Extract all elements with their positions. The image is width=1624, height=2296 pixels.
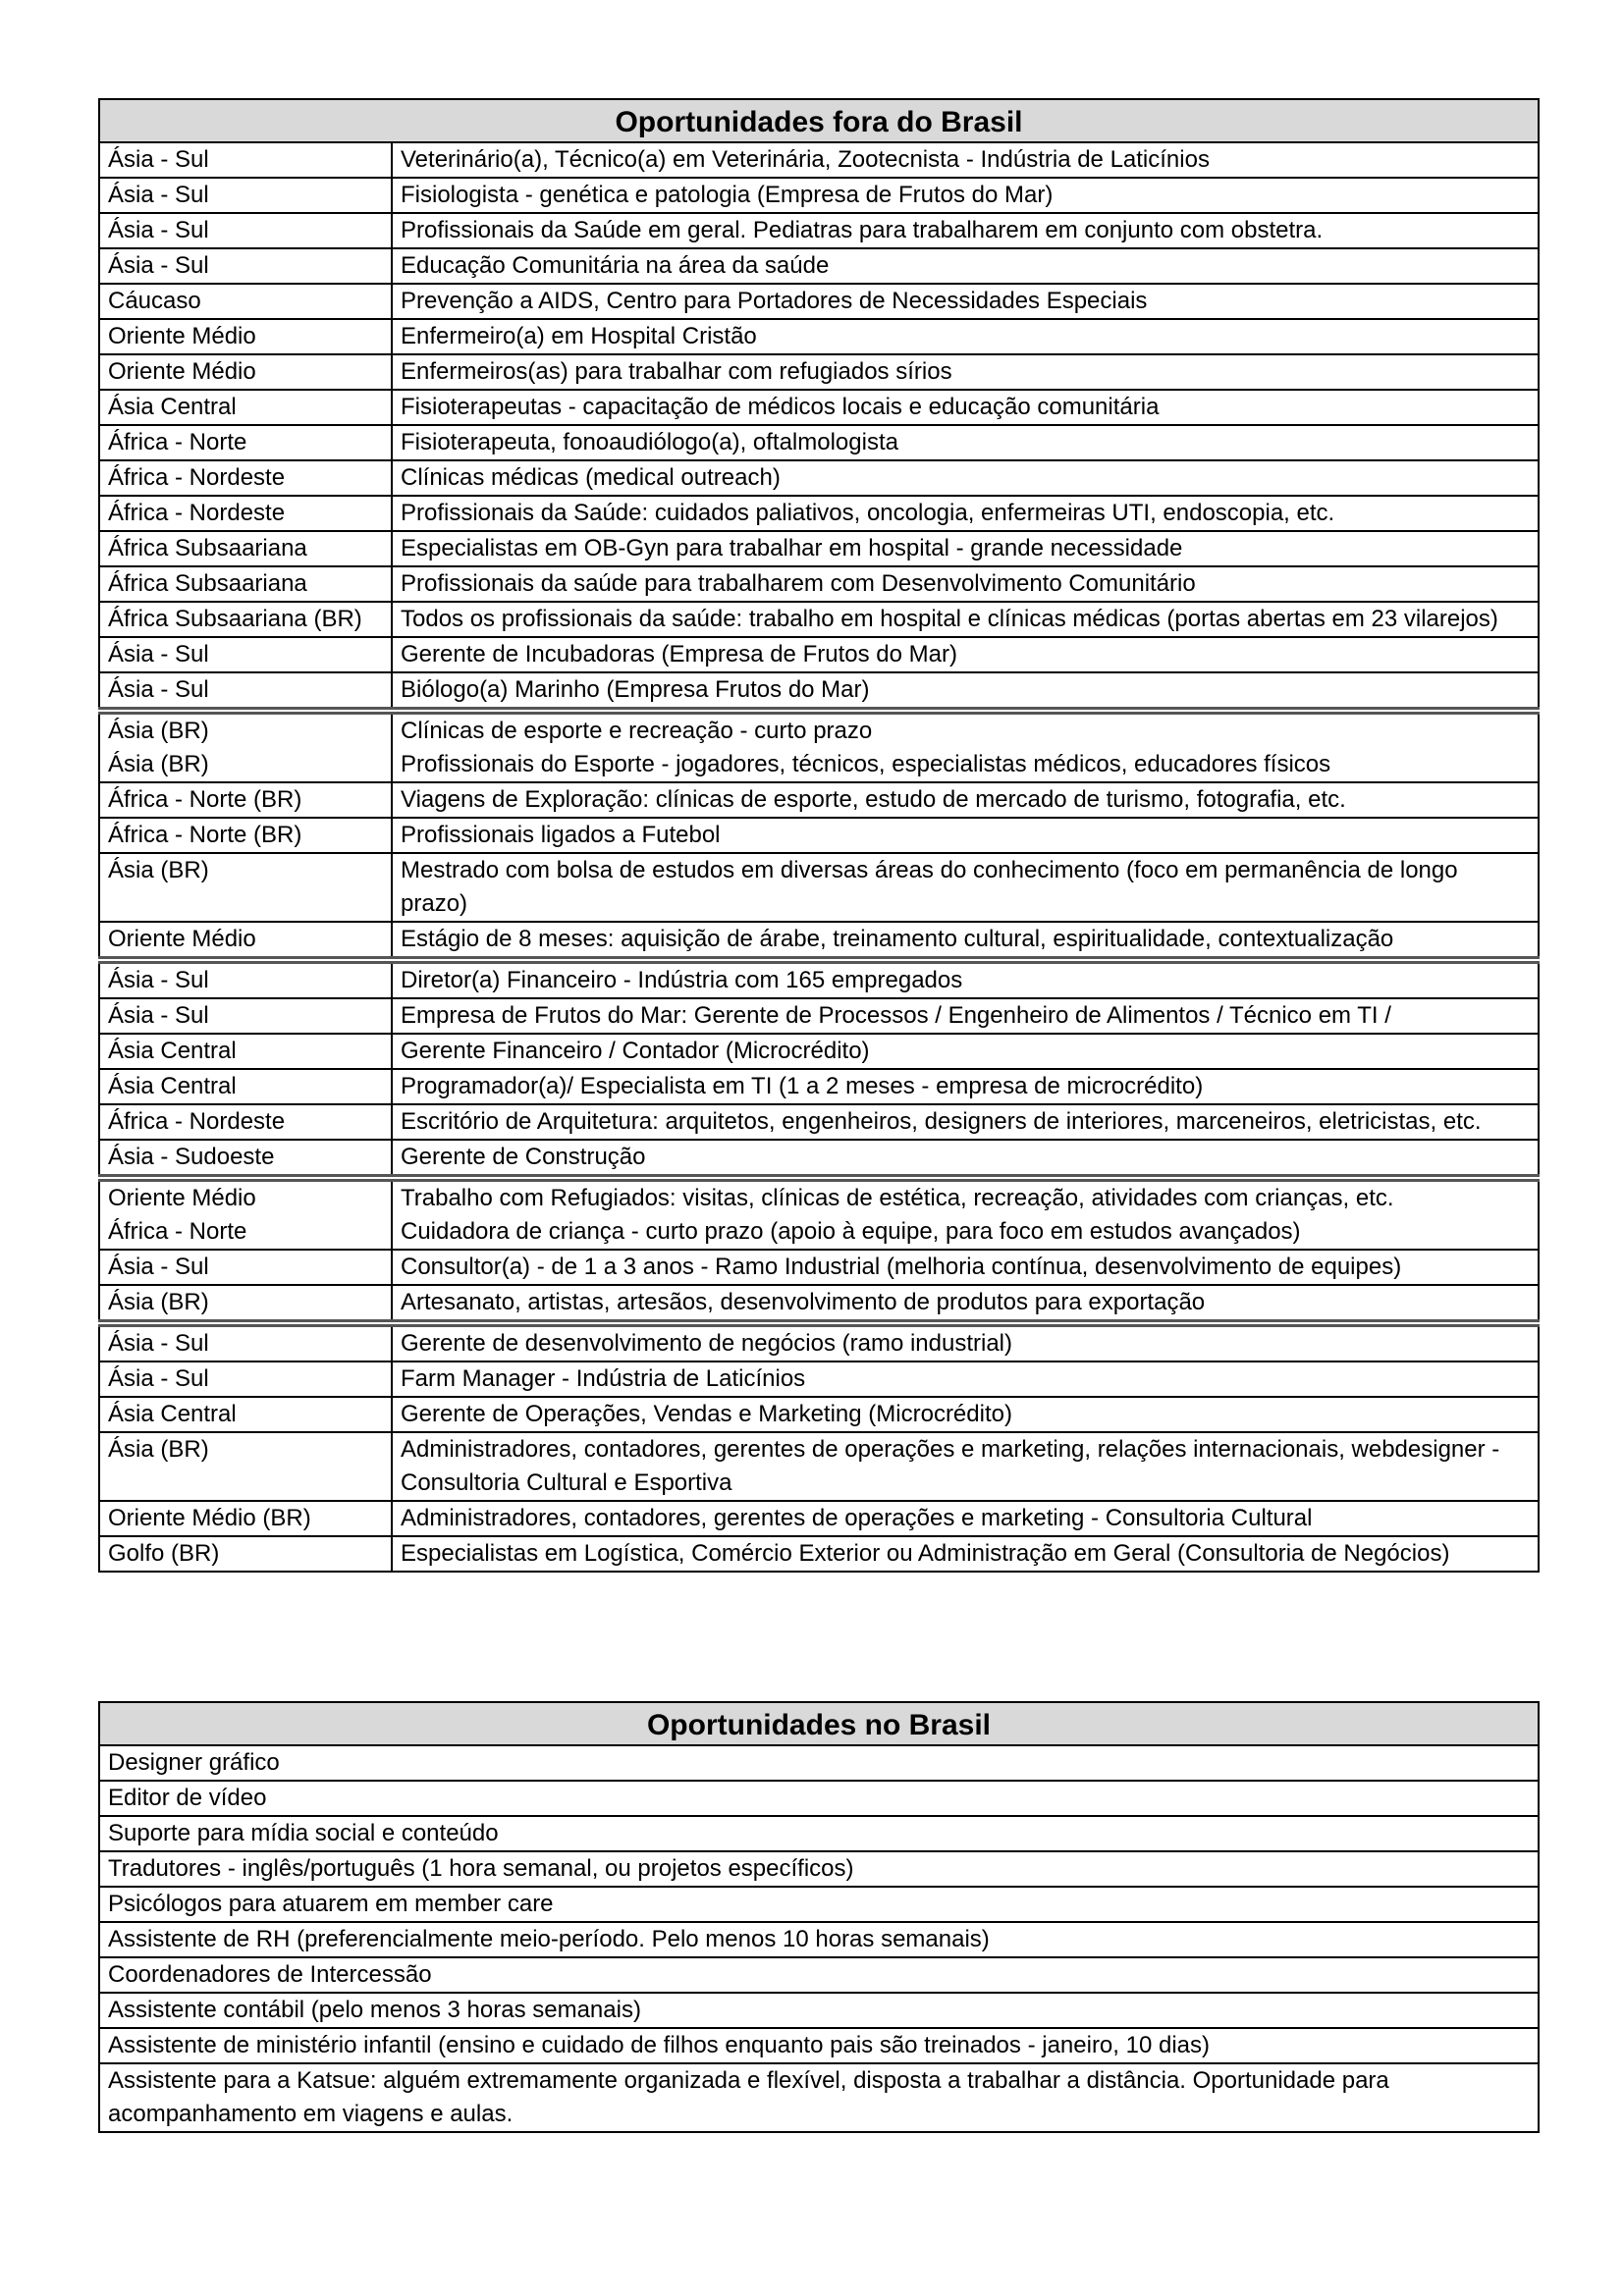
abroad-table-row [99, 1215, 1539, 1250]
opportunity-cell: Clínicas médicas (medical outreach) [392, 460, 1539, 496]
abroad-table-row [99, 1536, 1539, 1572]
region-cell: Ásia Central [99, 1069, 392, 1104]
opportunity-cell: Programador(a)/ Especialista em TI (1 a 2 meses - empresa de microcrédito) [392, 1069, 1539, 1104]
opportunity-cell: Profissionais da Saúde em geral. Pediatras para trabalharem em conjunto com obstetra. [392, 213, 1539, 248]
brazil-opportunity-cell: Assistente de ministério infantil (ensino e cuidado de filhos enquanto pais são treinados - janeiro, 10 dias) [99, 2028, 1539, 2063]
region-cell: África - Norte (BR) [99, 782, 392, 818]
abroad-table-row [99, 998, 1539, 1034]
region-cell: África - Norte [99, 1215, 392, 1250]
brazil-header-row [99, 1702, 1539, 1745]
abroad-table-row [99, 1140, 1539, 1178]
abroad-table-row [99, 1501, 1539, 1536]
abroad-table-row [99, 1285, 1539, 1323]
region-cell: África - Nordeste [99, 460, 392, 496]
region-cell: Ásia - Sul [99, 178, 392, 213]
abroad-header-row [99, 99, 1539, 142]
abroad-table-row [99, 1250, 1539, 1285]
abroad-table-row [99, 1034, 1539, 1069]
opportunity-cell: Profissionais do Esporte - jogadores, técnicos, especialistas médicos, educadores físicos [392, 748, 1539, 782]
opportunity-cell: Administradores, contadores, gerentes de operações e marketing - Consultoria Cultural [392, 1501, 1539, 1536]
abroad-table-row [99, 818, 1539, 853]
opportunity-cell: Profissionais da Saúde: cuidados paliativos, oncologia, enfermeiras UTI, endoscopia, etc. [392, 496, 1539, 531]
brazil-table-row [99, 1993, 1539, 2028]
abroad-table-row [99, 390, 1539, 425]
brazil-opportunity-cell: Suporte para mídia social e conteúdo [99, 1816, 1539, 1851]
region-cell: Ásia - Sul [99, 672, 392, 711]
region-cell: Ásia (BR) [99, 1432, 392, 1501]
opportunity-cell: Fisioterapeuta, fonoaudiólogo(a), oftalmologista [392, 425, 1539, 460]
brazil-table-row [99, 1957, 1539, 1993]
opportunity-cell: Profissionais da saúde para trabalharem com Desenvolvimento Comunitário [392, 566, 1539, 602]
opportunity-cell: Todos os profissionais da saúde: trabalho em hospital e clínicas médicas (portas abertas em 23 vilarejos) [392, 602, 1539, 637]
opportunity-cell: Escritório de Arquitetura: arquitetos, engenheiros, designers de interiores, marceneiros, eletricistas, etc. [392, 1104, 1539, 1140]
brazil-opportunity-cell: Editor de vídeo [99, 1781, 1539, 1816]
region-cell: Ásia (BR) [99, 853, 392, 922]
abroad-table-row [99, 496, 1539, 531]
abroad-table-row [99, 460, 1539, 496]
region-cell: Ásia - Sudoeste [99, 1140, 392, 1178]
brazil-opportunity-cell: Coordenadores de Intercessão [99, 1957, 1539, 1993]
region-cell: Cáucaso [99, 284, 392, 319]
opportunities-abroad-table [98, 98, 1540, 1573]
opportunity-cell: Estágio de 8 meses: aquisição de árabe, treinamento cultural, espiritualidade, contextualização [392, 922, 1539, 960]
brazil-table-row [99, 1851, 1539, 1887]
abroad-table-row [99, 142, 1539, 178]
region-cell: África - Nordeste [99, 1104, 392, 1140]
brazil-table-row [99, 1816, 1539, 1851]
opportunities-brazil-table [98, 1701, 1540, 2133]
abroad-table-row [99, 284, 1539, 319]
brazil-opportunity-cell: Psicólogos para atuarem em member care [99, 1887, 1539, 1922]
opportunity-cell: Profissionais ligados a Futebol [392, 818, 1539, 853]
abroad-table-row [99, 319, 1539, 354]
region-cell: África - Norte (BR) [99, 818, 392, 853]
abroad-table-row [99, 782, 1539, 818]
region-cell: África - Nordeste [99, 496, 392, 531]
region-cell: Ásia Central [99, 390, 392, 425]
opportunity-cell: Especialistas em OB-Gyn para trabalhar em hospital - grande necessidade [392, 531, 1539, 566]
brazil-table-row [99, 1745, 1539, 1781]
brazil-opportunity-cell: Assistente de RH (preferencialmente meio-período. Pelo menos 10 horas semanais) [99, 1922, 1539, 1957]
abroad-table-row [99, 248, 1539, 284]
region-cell: África Subsaariana [99, 566, 392, 602]
abroad-table-row [99, 602, 1539, 637]
opportunity-cell: Diretor(a) Financeiro - Indústria com 165 empregados [392, 960, 1539, 998]
brazil-opportunity-cell: Designer gráfico [99, 1745, 1539, 1781]
opportunity-cell: Fisiologista - genética e patologia (Empresa de Frutos do Mar) [392, 178, 1539, 213]
opportunity-cell: Gerente de desenvolvimento de negócios (ramo industrial) [392, 1323, 1539, 1362]
brazil-opportunity-cell: Assistente contábil (pelo menos 3 horas semanais) [99, 1993, 1539, 2028]
region-cell: Oriente Médio (BR) [99, 1501, 392, 1536]
region-cell: Ásia Central [99, 1397, 392, 1432]
abroad-table-row [99, 748, 1539, 782]
opportunity-cell: Administradores, contadores, gerentes de operações e marketing, relações internacionais, webdesigner - Consultoria Cultural e Esportiva [392, 1432, 1539, 1501]
abroad-table-row [99, 672, 1539, 711]
opportunity-cell: Enfermeiros(as) para trabalhar com refugiados sírios [392, 354, 1539, 390]
brazil-table-row [99, 1922, 1539, 1957]
brazil-table-row [99, 1781, 1539, 1816]
abroad-table-row [99, 531, 1539, 566]
opportunity-cell: Clínicas de esporte e recreação - curto prazo [392, 711, 1539, 748]
abroad-table-row [99, 1069, 1539, 1104]
abroad-table-row [99, 853, 1539, 922]
opportunity-cell: Prevenção a AIDS, Centro para Portadores de Necessidades Especiais [392, 284, 1539, 319]
abroad-table-row [99, 1104, 1539, 1140]
opportunity-cell: Gerente de Construção [392, 1140, 1539, 1178]
region-cell: Oriente Médio [99, 1178, 392, 1215]
brazil-table-row [99, 2063, 1539, 2132]
abroad-table-row [99, 1323, 1539, 1362]
brazil-table-row [99, 2028, 1539, 2063]
region-cell: Ásia - Sul [99, 960, 392, 998]
abroad-table-body [99, 142, 1539, 1572]
region-cell: Ásia - Sul [99, 1362, 392, 1397]
region-cell: Ásia - Sul [99, 142, 392, 178]
brazil-opportunity-cell: Assistente para a Katsue: alguém extremamente organizada e flexível, disposta a trabalhar a distância. Oportunidade para acompanhamento em viagens e aulas. [99, 2063, 1539, 2132]
brazil-table-row [99, 1887, 1539, 1922]
abroad-table-row [99, 178, 1539, 213]
region-cell: Oriente Médio [99, 922, 392, 960]
opportunity-cell: Cuidadora de criança - curto prazo (apoio à equipe, para foco em estudos avançados) [392, 1215, 1539, 1250]
abroad-table-row [99, 566, 1539, 602]
region-cell: Ásia (BR) [99, 1285, 392, 1323]
opportunity-cell: Empresa de Frutos do Mar: Gerente de Processos / Engenheiro de Alimentos / Técnico em TI / [392, 998, 1539, 1034]
abroad-table-row [99, 711, 1539, 748]
opportunity-cell: Farm Manager - Indústria de Laticínios [392, 1362, 1539, 1397]
opportunity-cell: Educação Comunitária na área da saúde [392, 248, 1539, 284]
opportunity-cell: Veterinário(a), Técnico(a) em Veterinária, Zootecnista - Indústria de Laticínios [392, 142, 1539, 178]
opportunity-cell: Enfermeiro(a) em Hospital Cristão [392, 319, 1539, 354]
opportunity-cell: Gerente de Incubadoras (Empresa de Frutos do Mar) [392, 637, 1539, 672]
region-cell: Ásia (BR) [99, 748, 392, 782]
abroad-table-row [99, 213, 1539, 248]
region-cell: Ásia - Sul [99, 248, 392, 284]
opportunity-cell: Especialistas em Logística, Comércio Exterior ou Administração em Geral (Consultoria de Negócios) [392, 1536, 1539, 1572]
opportunity-cell: Mestrado com bolsa de estudos em diversas áreas do conhecimento (foco em permanência de longo prazo) [392, 853, 1539, 922]
abroad-table-row [99, 1397, 1539, 1432]
abroad-table-title: Oportunidades fora do Brasil [99, 99, 1539, 142]
opportunity-cell: Artesanato, artistas, artesãos, desenvolvimento de produtos para exportação [392, 1285, 1539, 1323]
abroad-table-row [99, 637, 1539, 672]
abroad-table-row [99, 425, 1539, 460]
region-cell: Ásia - Sul [99, 213, 392, 248]
region-cell: Ásia Central [99, 1034, 392, 1069]
opportunity-cell: Biólogo(a) Marinho (Empresa Frutos do Mar) [392, 672, 1539, 711]
region-cell: África Subsaariana (BR) [99, 602, 392, 637]
abroad-table-row [99, 1432, 1539, 1501]
region-cell: Oriente Médio [99, 319, 392, 354]
brazil-opportunity-cell: Tradutores - inglês/português (1 hora semanal, ou projetos específicos) [99, 1851, 1539, 1887]
brazil-table-title: Oportunidades no Brasil [99, 1702, 1539, 1745]
region-cell: Oriente Médio [99, 354, 392, 390]
region-cell: Ásia (BR) [99, 711, 392, 748]
opportunity-cell: Gerente Financeiro / Contador (Microcrédito) [392, 1034, 1539, 1069]
opportunity-cell: Fisioterapeutas - capacitação de médicos locais e educação comunitária [392, 390, 1539, 425]
brazil-table-body [99, 1745, 1539, 2132]
region-cell: Ásia - Sul [99, 637, 392, 672]
abroad-table-row [99, 1178, 1539, 1215]
region-cell: África - Norte [99, 425, 392, 460]
abroad-table-row [99, 1362, 1539, 1397]
region-cell: Ásia - Sul [99, 1250, 392, 1285]
abroad-table-row [99, 922, 1539, 960]
abroad-table-row [99, 354, 1539, 390]
region-cell: Ásia - Sul [99, 998, 392, 1034]
opportunity-cell: Consultor(a) - de 1 a 3 anos - Ramo Industrial (melhoria contínua, desenvolvimento de equipes) [392, 1250, 1539, 1285]
region-cell: África Subsaariana [99, 531, 392, 566]
region-cell: Ásia - Sul [99, 1323, 392, 1362]
opportunity-cell: Gerente de Operações, Vendas e Marketing (Microcrédito) [392, 1397, 1539, 1432]
opportunity-cell: Trabalho com Refugiados: visitas, clínicas de estética, recreação, atividades com crianças, etc. [392, 1178, 1539, 1215]
abroad-table-row [99, 960, 1539, 998]
region-cell: Golfo (BR) [99, 1536, 392, 1572]
opportunity-cell: Viagens de Exploração: clínicas de esporte, estudo de mercado de turismo, fotografia, etc. [392, 782, 1539, 818]
